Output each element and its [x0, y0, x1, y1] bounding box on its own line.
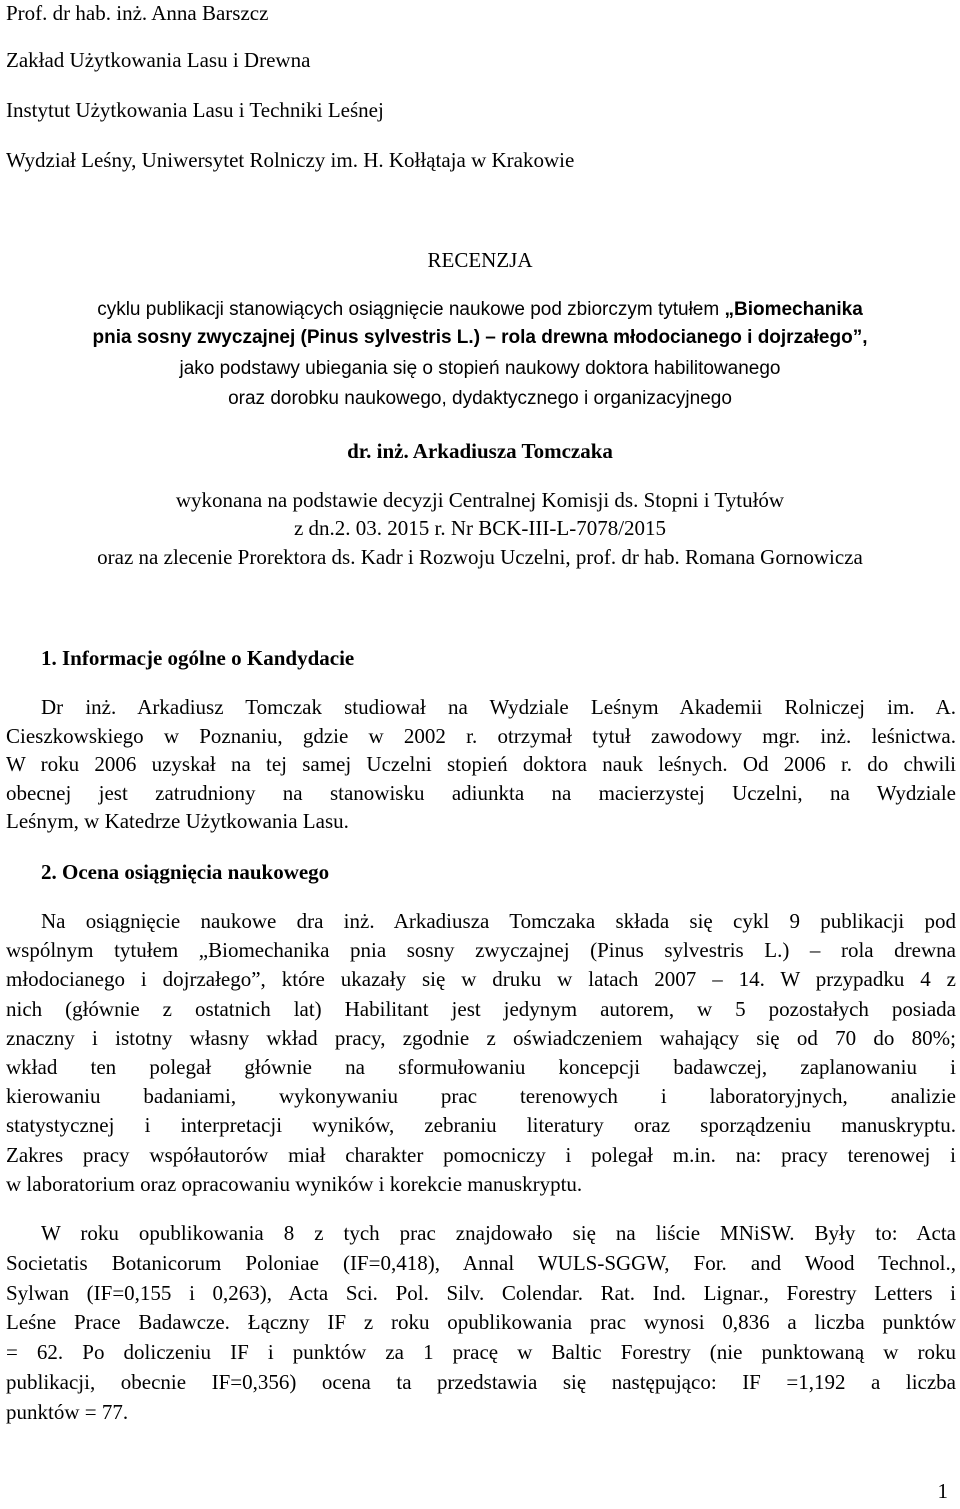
paragraph-line: kierowaniu badaniami, wykonywaniu prac terenowych i laboratoryjnych, analizie [6, 1084, 956, 1109]
review-heading: RECENZJA [427, 248, 533, 272]
review-basis-line-3: oraz na zlecenie Prorektora ds. Kadr i Rozwoju Uczelni, prof. dr hab. Romana Gornowicza [97, 545, 863, 569]
paragraph-line: W roku 2006 uzyskał na tej samej Uczelni stopień doktora nauk leśnych. Od 2006 r. do chwili [6, 752, 956, 776]
section-2-paragraph-2 [6, 1219, 956, 1428]
paragraph-line: Sylwan (IF=0,155 i 0,263), Acta Sci. Pol. Silv. Colendar. Rat. Ind. Lignar., Forestry Letters i [6, 1280, 956, 1305]
paragraph-line: wspólnym tytułem „Biomechanika pnia sosny zwyczajnej (Pinus sylvestris L.) – rola drewna [6, 938, 956, 963]
section-2-paragraph-1 [6, 907, 956, 1199]
paragraph-line: W roku opublikowania 8 z tych prac znajdowało się na liście MNiSW. Były to: Acta [41, 1221, 956, 1245]
review-title-text-1: cyklu publikacji stanowiących osiągnięcie naukowe pod zbiorczym tytułem [97, 299, 725, 320]
review-title-bold-2: pnia sosny zwyczajnej (Pinus sylvestris L.) – rola drewna młodocianego i dojrzałego” [92, 327, 863, 348]
section-1-heading: 1. Informacje ogólne o Kandydacie [41, 646, 355, 670]
paragraph-line: Na osiągnięcie naukowe dra inż. Arkadiusza Tomczaka składa się cykl 9 publikacji pod [41, 909, 956, 933]
paragraph-line: Cieszkowskiego w Poznaniu, gdzie w 2002 r. otrzymał tytuł zawodowy mgr. inż. leśnictwa. [6, 723, 956, 748]
paragraph-line: publikacji, obecnie IF=0,356) ocena ta przedstawia się następująco: IF =1,192 a liczba [6, 1369, 956, 1394]
paragraph-line: obecnej jest zatrudniony na stanowisku adiunkta na macierzystej Uczelni, na Wydziale [6, 780, 956, 805]
paragraph-line: = 62. Po doliczeniu IF i punktów za 1 pracę w Baltic Forestry (nie punktowaną w roku [6, 1340, 956, 1365]
paragraph-line: punktów = 77. [6, 1399, 129, 1424]
review-basis-line-1: wykonana na podstawie decyzji Centralnej Komisji ds. Stopni i Tytułów [175, 488, 785, 512]
paragraph-line: znaczny i istotny własny wkład pracy, zgodnie z oświadczeniem wahający się od 70 do 80%; [6, 1025, 956, 1050]
author-name: Prof. dr hab. inż. Anna Barszcz [6, 1, 269, 25]
paragraph-line: Dr inż. Arkadiusz Tomczak studiował na Wydziale Leśnym Akademii Rolniczej im. A. [41, 695, 956, 719]
page-number: 1 [937, 1479, 948, 1503]
review-title-line-1 [0, 297, 960, 323]
paragraph-line: nich (głównie z ostatnich lat) Habilitant jest jedynym autorem, w 5 pozostałych posiada [6, 996, 956, 1021]
paragraph-line: Zakres pracy współautorów miał charakter pomocniczy i polegał m.in. na: pracy terenowej i [6, 1142, 956, 1167]
paragraph-line: statystycznej i interpretacji wyników, zebraniu literatury oraz sporządzeniu manuskryptu. [6, 1113, 956, 1138]
review-title-bold-1: „Biomechanika [724, 299, 863, 320]
section-2-heading: 2. Ocena osiągnięcia naukowego [41, 860, 330, 884]
paragraph-line: Societatis Botanicorum Poloniae (IF=0,418), Annal WULS-SGGW, For. and Wood Technol., [6, 1250, 956, 1275]
paragraph-line: w laboratorium oraz opracowaniu wyników i korekcie manuskryptu. [6, 1171, 583, 1196]
paragraph-line: Leśne Prace Badawcze. Łączny IF z roku opublikowania prac wynosi 0,836 a liczba punktów [6, 1310, 956, 1335]
review-title-line-2 [0, 325, 960, 351]
section-1-paragraph [6, 693, 956, 836]
institute: Instytut Użytkowania Lasu i Techniki Leśnej [6, 98, 384, 122]
paragraph-line: wkład ten polegał głównie na sformułowaniu koncepcji badawczej, zaplanowaniu i [6, 1055, 956, 1080]
candidate-name: dr. inż. Arkadiusza Tomczaka [347, 439, 613, 463]
review-title-comma: , [862, 327, 868, 348]
review-title-line-4: oraz dorobku naukowego, dydaktycznego i organizacyjnego [228, 388, 732, 409]
paragraph-line: Leśnym, w Katedrze Użytkowania Lasu. [6, 809, 349, 833]
review-basis-line-2: z dn.2. 03. 2015 r. Nr BCK-III-L-7078/2015 [293, 516, 667, 540]
department: Zakład Użytkowania Lasu i Drewna [6, 48, 311, 72]
review-title-line-3: jako podstawy ubiegania się o stopień naukowy doktora habilitowanego [179, 358, 781, 379]
faculty: Wydział Leśny, Uniwersytet Rolniczy im. H. Kołłątaja w Krakowie [6, 148, 575, 172]
paragraph-line: młodocianego i dojrzałego”, które ukazały się w druku w latach 2007 – 14. W przypadku 4 z [6, 967, 956, 992]
